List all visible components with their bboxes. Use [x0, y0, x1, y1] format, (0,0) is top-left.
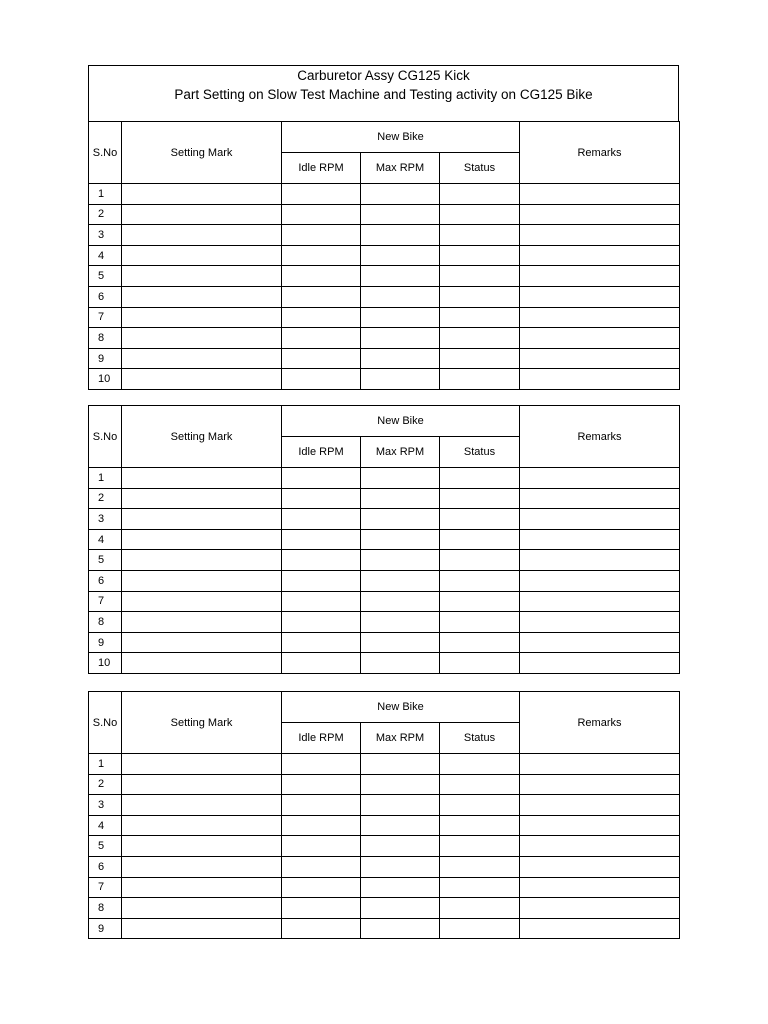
remarks-cell[interactable] — [520, 204, 680, 225]
remarks-cell[interactable] — [520, 348, 680, 369]
table-row — [89, 286, 680, 307]
max-rpm-cell[interactable] — [361, 612, 440, 633]
idle-rpm-cell[interactable] — [282, 815, 361, 836]
max-rpm-cell[interactable] — [361, 877, 440, 898]
idle-rpm-cell[interactable] — [282, 570, 361, 591]
row-sno-cell: 8 — [89, 612, 122, 633]
header-idle-rpm: Idle RPM — [282, 437, 361, 468]
idle-rpm-cell[interactable] — [282, 245, 361, 266]
remarks-cell[interactable] — [520, 245, 680, 266]
header-setting-mark: Setting Mark — [122, 406, 282, 468]
header-remarks: Remarks — [520, 692, 680, 754]
remarks-cell[interactable] — [520, 754, 680, 775]
row-sno-cell: 9 — [89, 918, 122, 939]
idle-rpm-cell[interactable] — [282, 225, 361, 246]
max-rpm-cell[interactable] — [361, 653, 440, 674]
status-cell[interactable] — [440, 369, 520, 390]
status-cell[interactable] — [440, 591, 520, 612]
status-cell[interactable] — [440, 529, 520, 550]
max-rpm-cell[interactable] — [361, 369, 440, 390]
header-new-bike: New Bike — [282, 692, 520, 723]
idle-rpm-cell[interactable] — [282, 266, 361, 287]
status-cell[interactable] — [440, 488, 520, 509]
status-cell[interactable] — [440, 266, 520, 287]
remarks-cell[interactable] — [520, 184, 680, 205]
status-cell[interactable] — [440, 836, 520, 857]
header-setting-mark: Setting Mark — [122, 692, 282, 754]
idle-rpm-cell[interactable] — [282, 328, 361, 349]
max-rpm-cell[interactable] — [361, 918, 440, 939]
status-cell[interactable] — [440, 653, 520, 674]
setting-mark-cell[interactable] — [122, 898, 282, 919]
max-rpm-cell[interactable] — [361, 184, 440, 205]
remarks-cell[interactable] — [520, 632, 680, 653]
status-cell[interactable] — [440, 307, 520, 328]
status-cell[interactable] — [440, 632, 520, 653]
remarks-cell[interactable] — [520, 266, 680, 287]
row-sno-cell: 3 — [89, 509, 122, 530]
row-sno-cell: 7 — [89, 877, 122, 898]
table-row — [89, 836, 680, 857]
remarks-cell[interactable] — [520, 774, 680, 795]
max-rpm-cell[interactable] — [361, 836, 440, 857]
status-cell[interactable] — [440, 815, 520, 836]
table-row — [89, 529, 680, 550]
table-row — [89, 204, 680, 225]
row-sno-cell: 7 — [89, 307, 122, 328]
row-sno-cell: 6 — [89, 286, 122, 307]
status-cell[interactable] — [440, 856, 520, 877]
status-cell[interactable] — [440, 570, 520, 591]
setting-mark-cell[interactable] — [122, 836, 282, 857]
status-cell[interactable] — [440, 918, 520, 939]
row-sno-cell: 9 — [89, 632, 122, 653]
idle-rpm-cell[interactable] — [282, 795, 361, 816]
remarks-cell[interactable] — [520, 918, 680, 939]
table-row — [89, 307, 680, 328]
row-sno-cell: 1 — [89, 468, 122, 489]
setting-mark-cell[interactable] — [122, 591, 282, 612]
row-sno-cell: 7 — [89, 591, 122, 612]
setting-mark-cell[interactable] — [122, 815, 282, 836]
header-max-rpm: Max RPM — [361, 153, 440, 184]
status-cell[interactable] — [440, 774, 520, 795]
row-sno-cell: 3 — [89, 795, 122, 816]
header-max-rpm: Max RPM — [361, 437, 440, 468]
max-rpm-cell[interactable] — [361, 815, 440, 836]
status-cell[interactable] — [440, 898, 520, 919]
row-sno-cell: 5 — [89, 550, 122, 571]
setting-mark-cell[interactable] — [122, 653, 282, 674]
row-sno-cell: 10 — [89, 653, 122, 674]
row-sno-cell: 4 — [89, 529, 122, 550]
max-rpm-cell[interactable] — [361, 266, 440, 287]
table-row — [89, 898, 680, 919]
table-row — [89, 225, 680, 246]
setting-mark-cell[interactable] — [122, 245, 282, 266]
test-record-table — [88, 405, 680, 674]
row-sno-cell: 6 — [89, 570, 122, 591]
row-sno-cell: 4 — [89, 815, 122, 836]
table-row — [89, 815, 680, 836]
setting-mark-cell[interactable] — [122, 754, 282, 775]
idle-rpm-cell[interactable] — [282, 509, 361, 530]
max-rpm-cell[interactable] — [361, 632, 440, 653]
header-remarks: Remarks — [520, 406, 680, 468]
remarks-cell[interactable] — [520, 369, 680, 390]
max-rpm-cell[interactable] — [361, 204, 440, 225]
header-status: Status — [440, 437, 520, 468]
row-sno-cell: 10 — [89, 369, 122, 390]
row-sno-cell: 1 — [89, 754, 122, 775]
table-row — [89, 570, 680, 591]
header-setting-mark: Setting Mark — [122, 122, 282, 184]
remarks-cell[interactable] — [520, 653, 680, 674]
header-max-rpm: Max RPM — [361, 723, 440, 754]
idle-rpm-cell[interactable] — [282, 653, 361, 674]
header-status: Status — [440, 153, 520, 184]
setting-mark-cell[interactable] — [122, 918, 282, 939]
idle-rpm-cell[interactable] — [282, 918, 361, 939]
setting-mark-cell[interactable] — [122, 286, 282, 307]
remarks-cell[interactable] — [520, 286, 680, 307]
idle-rpm-cell[interactable] — [282, 468, 361, 489]
idle-rpm-cell[interactable] — [282, 612, 361, 633]
row-sno-cell: 8 — [89, 328, 122, 349]
idle-rpm-cell[interactable] — [282, 550, 361, 571]
remarks-cell[interactable] — [520, 570, 680, 591]
table-row — [89, 754, 680, 775]
setting-mark-cell[interactable] — [122, 877, 282, 898]
row-sno-cell: 3 — [89, 225, 122, 246]
max-rpm-cell[interactable] — [361, 245, 440, 266]
idle-rpm-cell[interactable] — [282, 348, 361, 369]
max-rpm-cell[interactable] — [361, 795, 440, 816]
row-sno-cell: 8 — [89, 898, 122, 919]
max-rpm-cell[interactable] — [361, 225, 440, 246]
row-sno-cell: 2 — [89, 204, 122, 225]
table-row — [89, 509, 680, 530]
table-row — [89, 856, 680, 877]
status-cell[interactable] — [440, 348, 520, 369]
header-idle-rpm: Idle RPM — [282, 723, 361, 754]
remarks-cell[interactable] — [520, 877, 680, 898]
setting-mark-cell[interactable] — [122, 225, 282, 246]
status-cell[interactable] — [440, 184, 520, 205]
idle-rpm-cell[interactable] — [282, 204, 361, 225]
setting-mark-cell[interactable] — [122, 204, 282, 225]
remarks-cell[interactable] — [520, 468, 680, 489]
remarks-cell[interactable] — [520, 898, 680, 919]
row-sno-cell: 2 — [89, 488, 122, 509]
table-row — [89, 795, 680, 816]
remarks-cell[interactable] — [520, 509, 680, 530]
status-cell[interactable] — [440, 204, 520, 225]
max-rpm-cell[interactable] — [361, 488, 440, 509]
setting-mark-cell[interactable] — [122, 266, 282, 287]
max-rpm-cell[interactable] — [361, 550, 440, 571]
table-row — [89, 184, 680, 205]
setting-mark-cell[interactable] — [122, 468, 282, 489]
row-sno-cell: 4 — [89, 245, 122, 266]
max-rpm-cell[interactable] — [361, 468, 440, 489]
header-sno: S.No — [89, 122, 122, 184]
setting-mark-cell[interactable] — [122, 348, 282, 369]
remarks-cell[interactable] — [520, 591, 680, 612]
row-sno-cell: 2 — [89, 774, 122, 795]
idle-rpm-cell[interactable] — [282, 836, 361, 857]
status-cell[interactable] — [440, 754, 520, 775]
max-rpm-cell[interactable] — [361, 348, 440, 369]
table-row — [89, 348, 680, 369]
setting-mark-cell[interactable] — [122, 509, 282, 530]
test-record-table — [88, 121, 680, 390]
idle-rpm-cell[interactable] — [282, 632, 361, 653]
setting-mark-cell[interactable] — [122, 369, 282, 390]
title-line-1: Carburetor Assy CG125 Kick — [297, 68, 470, 83]
idle-rpm-cell[interactable] — [282, 529, 361, 550]
remarks-cell[interactable] — [520, 856, 680, 877]
table-row — [89, 591, 680, 612]
max-rpm-cell[interactable] — [361, 529, 440, 550]
table-row — [89, 328, 680, 349]
status-cell[interactable] — [440, 328, 520, 349]
table-row — [89, 369, 680, 390]
table-row — [89, 653, 680, 674]
idle-rpm-cell[interactable] — [282, 754, 361, 775]
idle-rpm-cell[interactable] — [282, 898, 361, 919]
max-rpm-cell[interactable] — [361, 754, 440, 775]
max-rpm-cell[interactable] — [361, 898, 440, 919]
setting-mark-cell[interactable] — [122, 856, 282, 877]
idle-rpm-cell[interactable] — [282, 877, 361, 898]
table-row — [89, 774, 680, 795]
row-sno-cell: 1 — [89, 184, 122, 205]
status-cell[interactable] — [440, 795, 520, 816]
row-sno-cell: 6 — [89, 856, 122, 877]
test-record-table — [88, 691, 680, 939]
table-row — [89, 918, 680, 939]
max-rpm-cell[interactable] — [361, 570, 440, 591]
idle-rpm-cell[interactable] — [282, 856, 361, 877]
table-row — [89, 632, 680, 653]
header-sno: S.No — [89, 692, 122, 754]
remarks-cell[interactable] — [520, 795, 680, 816]
status-cell[interactable] — [440, 468, 520, 489]
setting-mark-cell[interactable] — [122, 328, 282, 349]
setting-mark-cell[interactable] — [122, 612, 282, 633]
status-cell[interactable] — [440, 286, 520, 307]
setting-mark-cell[interactable] — [122, 550, 282, 571]
form-title — [88, 65, 679, 122]
max-rpm-cell[interactable] — [361, 856, 440, 877]
table-row — [89, 245, 680, 266]
idle-rpm-cell[interactable] — [282, 286, 361, 307]
max-rpm-cell[interactable] — [361, 307, 440, 328]
status-cell[interactable] — [440, 245, 520, 266]
remarks-cell[interactable] — [520, 328, 680, 349]
setting-mark-cell[interactable] — [122, 488, 282, 509]
remarks-cell[interactable] — [520, 550, 680, 571]
idle-rpm-cell[interactable] — [282, 591, 361, 612]
table-row — [89, 488, 680, 509]
remarks-cell[interactable] — [520, 307, 680, 328]
table-row — [89, 612, 680, 633]
setting-mark-cell[interactable] — [122, 774, 282, 795]
status-cell[interactable] — [440, 225, 520, 246]
table-row — [89, 550, 680, 571]
idle-rpm-cell[interactable] — [282, 774, 361, 795]
status-cell[interactable] — [440, 877, 520, 898]
remarks-cell[interactable] — [520, 488, 680, 509]
header-remarks: Remarks — [520, 122, 680, 184]
remarks-cell[interactable] — [520, 815, 680, 836]
max-rpm-cell[interactable] — [361, 509, 440, 530]
idle-rpm-cell[interactable] — [282, 307, 361, 328]
status-cell[interactable] — [440, 509, 520, 530]
status-cell[interactable] — [440, 612, 520, 633]
header-new-bike: New Bike — [282, 122, 520, 153]
title-line-2: Part Setting on Slow Test Machine and Testing activity on CG125 Bike — [174, 87, 593, 102]
idle-rpm-cell[interactable] — [282, 488, 361, 509]
max-rpm-cell[interactable] — [361, 286, 440, 307]
header-new-bike: New Bike — [282, 406, 520, 437]
row-sno-cell: 9 — [89, 348, 122, 369]
max-rpm-cell[interactable] — [361, 328, 440, 349]
setting-mark-cell[interactable] — [122, 529, 282, 550]
header-status: Status — [440, 723, 520, 754]
setting-mark-cell[interactable] — [122, 307, 282, 328]
setting-mark-cell[interactable] — [122, 570, 282, 591]
max-rpm-cell[interactable] — [361, 774, 440, 795]
table-row — [89, 468, 680, 489]
idle-rpm-cell[interactable] — [282, 184, 361, 205]
setting-mark-cell[interactable] — [122, 632, 282, 653]
header-idle-rpm: Idle RPM — [282, 153, 361, 184]
setting-mark-cell[interactable] — [122, 184, 282, 205]
table-row — [89, 266, 680, 287]
remarks-cell[interactable] — [520, 225, 680, 246]
idle-rpm-cell[interactable] — [282, 369, 361, 390]
row-sno-cell: 5 — [89, 836, 122, 857]
remarks-cell[interactable] — [520, 836, 680, 857]
remarks-cell[interactable] — [520, 529, 680, 550]
header-sno: S.No — [89, 406, 122, 468]
max-rpm-cell[interactable] — [361, 591, 440, 612]
row-sno-cell: 5 — [89, 266, 122, 287]
setting-mark-cell[interactable] — [122, 795, 282, 816]
remarks-cell[interactable] — [520, 612, 680, 633]
status-cell[interactable] — [440, 550, 520, 571]
table-row — [89, 877, 680, 898]
